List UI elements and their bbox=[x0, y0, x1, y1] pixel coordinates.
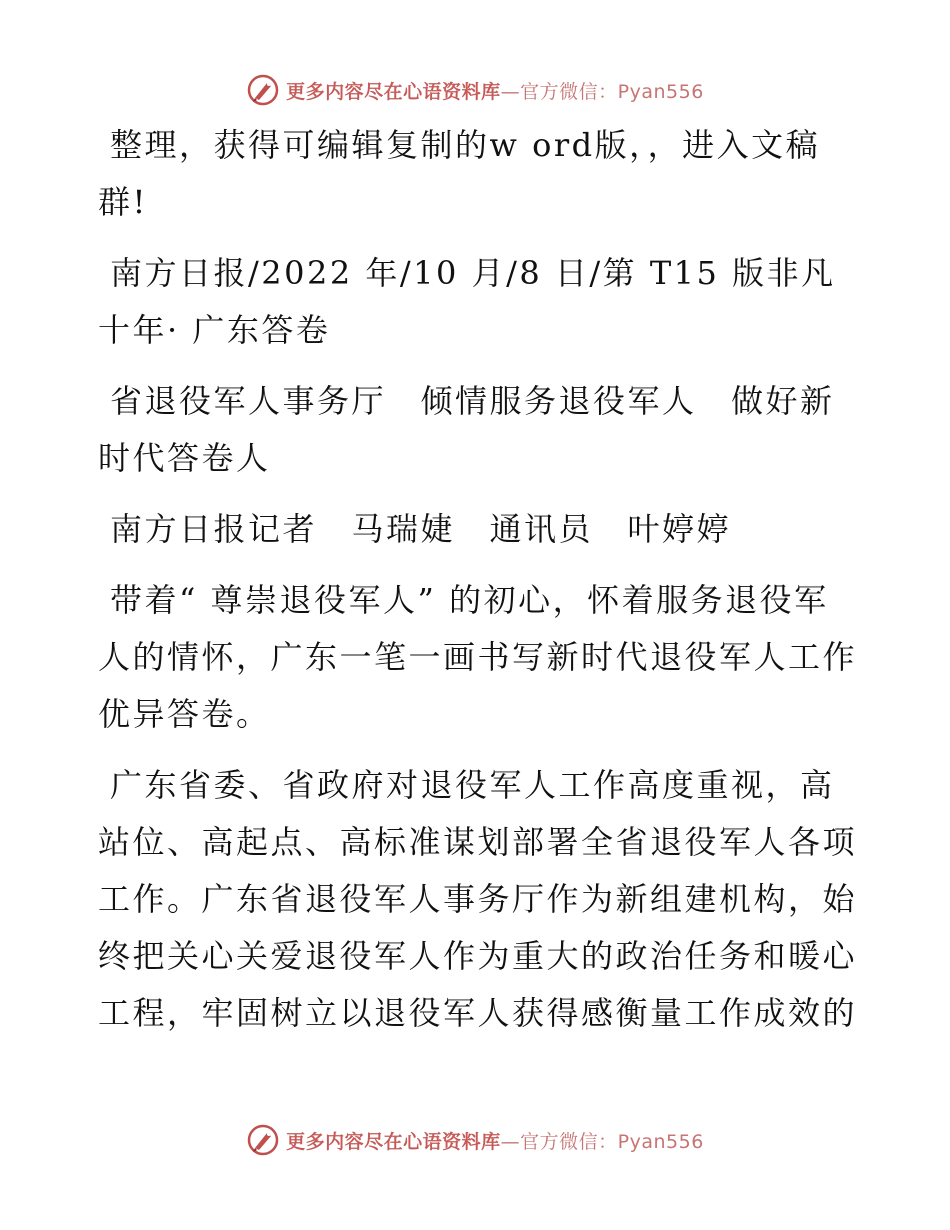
watermark-text bbox=[286, 1127, 704, 1154]
paragraph-byline: 南方日报记者 马瑞婕 通讯员 叶婷婷 bbox=[110, 510, 732, 548]
watermark-sub: —官方微信：Pyan556 bbox=[500, 80, 704, 103]
paragraph-body: 广东省委、省政府对退役军人工作高度重视，高站位、高起点、高标准谋划部署全省退役军人各项工作。广东省退役军人事务厅作为新组建机构，始终把关心关爱退役军人作为重大的政治任务和暖心工程，牢固树立以退役军人获得感衡量工作成效的 bbox=[98, 766, 858, 1032]
paragraph-lead: 带着“ 尊崇退役军人” 的初心，怀着服务退役军人的情怀，广东一笔一画书写新时代退役军人工作优异答卷。 bbox=[98, 581, 858, 733]
watermark-main: 更多内容尽在心语资料库 bbox=[286, 1130, 501, 1153]
header-watermark bbox=[0, 70, 950, 110]
pen-logo-icon bbox=[246, 73, 280, 107]
watermark-text bbox=[286, 77, 704, 104]
document-body bbox=[98, 117, 858, 1042]
watermark-main: 更多内容尽在心语资料库 bbox=[286, 80, 501, 103]
pen-logo-icon bbox=[246, 1123, 280, 1157]
paragraph-headline: 省退役军人事务厅 倾情服务退役军人 做好新时代答卷人 bbox=[98, 382, 835, 477]
paragraph-source: 南方日报/2022 年/10 月/8 日/第 T15 版非凡十年· 广东答卷 bbox=[98, 254, 836, 349]
paragraph-intro: 整理，获得可编辑复制的w ord版，，进入文稿群! bbox=[98, 126, 821, 221]
footer-watermark bbox=[0, 1120, 950, 1160]
watermark-sub: —官方微信：Pyan556 bbox=[500, 1130, 704, 1153]
